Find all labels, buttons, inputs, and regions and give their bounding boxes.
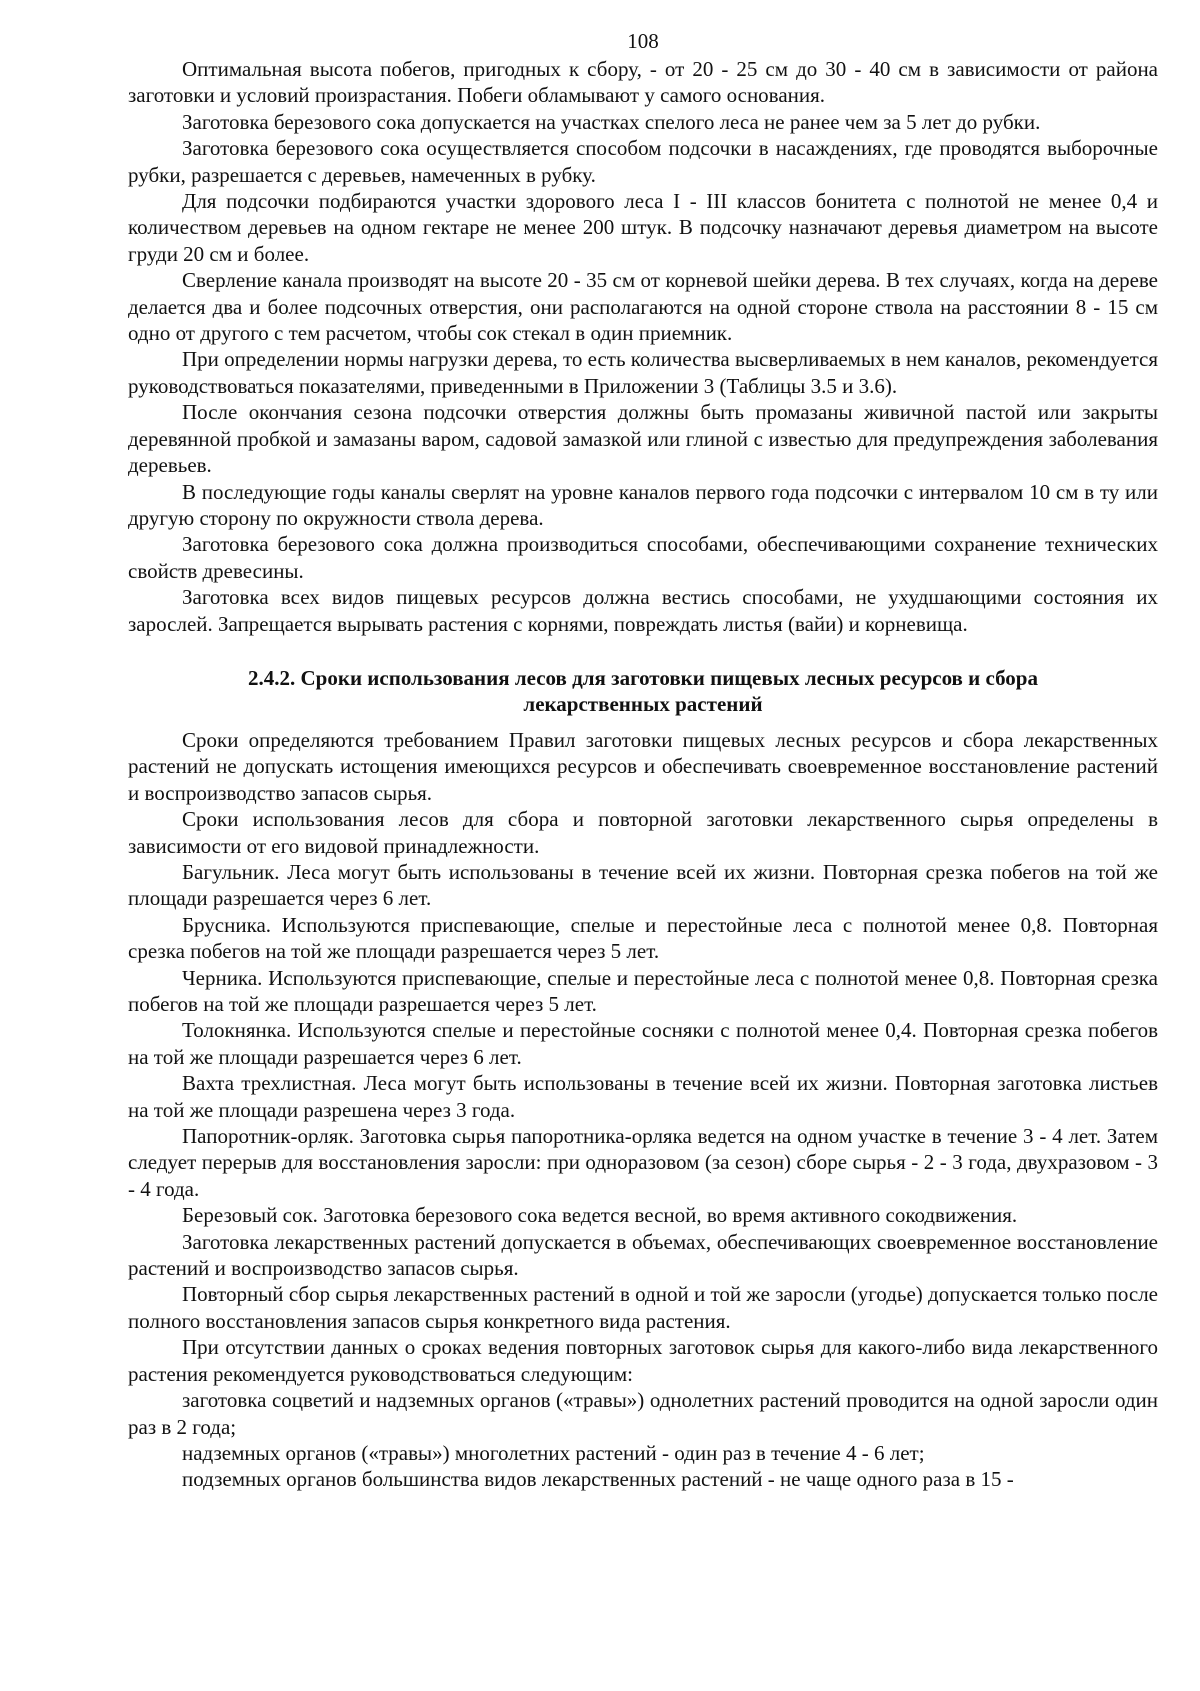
top-section: [128, 56, 1158, 637]
paragraph: Папоротник-орляк. Заготовка сырья папоротника-орляка ведется на одном участке в течение 3 - 4 лет. Затем следует перерыв для восстановления заросли: при одноразовом (за сезон) сборе сырья - 2 - 3 года, двухразовом - 3 - 4 года.: [128, 1124, 1158, 1201]
paragraph: Оптимальная высота побегов, пригодных к сбору, - от 20 - 25 см до 30 - 40 см в зависимости от района заготовки и условий произрастания. Побеги обламывают у самого основания.: [128, 57, 1158, 108]
paragraph: При отсутствии данных о сроках ведения повторных заготовок сырья для какого-либо вида лекарственного растения рекомендуется руководствоваться следующим:: [128, 1335, 1158, 1386]
document-page: [128, 28, 1158, 1493]
paragraph: Заготовка лекарственных растений допускается в объемах, обеспечивающих своевременное восстановление растений и воспроизводство запасов сырья.: [128, 1229, 1158, 1281]
paragraph: Березовый сок. Заготовка березового сока ведется весной, во время активного сокодвижения.: [182, 1203, 1018, 1228]
paragraph: заготовка соцветий и надземных органов («травы») однолетних растений проводится на одной заросли один раз в 2 года;: [128, 1388, 1158, 1439]
section-heading-line: лекарственных растений: [523, 691, 763, 716]
paragraph: Заготовка березового сока допускается на участках спелого леса не ранее чем за 5 лет до рубки.: [182, 109, 1041, 134]
section-heading: [128, 665, 1158, 717]
paragraph: Черника. Используются приспевающие, спелые и перестойные леса с полнотой менее 0,8. Повторная срезка побегов на той же площади разрешается через 5 лет.: [128, 965, 1158, 1016]
paragraph: Заготовка всех видов пищевых ресурсов должна вестись способами, не ухудшающими состояния их зарослей. Запрещается вырывать растения с корнями, повреждать листья (вайи) и корневища.: [128, 585, 1158, 636]
paragraph: Заготовка березового сока осуществляется способом подсочки в насаждениях, где проводятся выборочные рубки, разрешается с деревьев, намеченных в рубку.: [128, 136, 1158, 187]
paragraph: Багульник. Леса могут быть использованы в течение всей их жизни. Повторная срезка побегов на той же площади разрешается через 6 лет.: [128, 859, 1158, 911]
paragraph: Вахта трехлистная. Леса могут быть использованы в течение всей их жизни. Повторная заготовка листьев на той же площади разрешена через 3 года.: [128, 1071, 1158, 1122]
paragraph: После окончания сезона подсочки отверстия должны быть промазаны живичной пастой или закрыты деревянной пробкой и замазаны варом, садовой замазкой или глиной с известью для предупреждения заболевания деревьев.: [128, 400, 1158, 478]
paragraph: подземных органов большинства видов лекарственных растений - не чаще одного раза в 15 -: [182, 1467, 1014, 1492]
section-heading-line: 2.4.2. Сроки использования лесов для заготовки пищевых лесных ресурсов и сбора: [248, 665, 1038, 690]
paragraph: Брусника. Используются приспевающие, спелые и перестойные леса с полнотой менее 0,8. Повторная срезка побегов на той же площади разрешается через 5 лет.: [128, 912, 1158, 964]
paragraph: Сроки определяются требованием Правил заготовки пищевых лесных ресурсов и сбора лекарственных растений не допускать истощения имеющихся ресурсов и обеспечивать своевременное восстановление растений и воспроизводство запасов сырья.: [128, 727, 1158, 805]
paragraph: Повторный сбор сырья лекарственных растений в одной и той же заросли (угодье) допускается только после полного восстановления запасов сырья конкретного вида растения.: [128, 1282, 1158, 1333]
paragraph: Толокнянка. Используются спелые и перестойные сосняки с полнотой менее 0,4. Повторная срезка побегов на той же площади разрешается через 6 лет.: [128, 1018, 1158, 1069]
paragraph: Сверление канала производят на высоте 20 - 35 см от корневой шейки дерева. В тех случаях, когда на дереве делается два и более подсочных отверстия, они располагаются на одной стороне ствола на расстоянии 8 - 15 см одно от другого с тем расчетом, чтобы сок стекал в один приемник.: [128, 268, 1158, 346]
page-number: 108: [627, 29, 659, 53]
paragraph: Для подсочки подбираются участки здорового леса I - III классов бонитета с полнотой не менее 0,4 и количеством деревьев на одном гектаре не менее 200 штук. В подсочку назначают деревья диаметром на высоте груди 20 см и более.: [128, 189, 1158, 266]
paragraph: надземных органов («травы») многолетних растений - один раз в течение 4 - 6 лет;: [182, 1440, 925, 1465]
paragraph: Сроки использования лесов для сбора и повторной заготовки лекарственного сырья определены в зависимости от его видовой принадлежности.: [128, 807, 1158, 858]
section-gap: [128, 637, 1158, 665]
bottom-section: [128, 727, 1158, 1493]
paragraph: В последующие годы каналы сверлят на уровне каналов первого года подсочки с интервалом 10 см в ту или другую сторону по окружности ствола дерева.: [128, 479, 1158, 530]
paragraph: Заготовка березового сока должна производиться способами, обеспечивающими сохранение технических свойств древесины.: [128, 532, 1158, 583]
paragraph: При определении нормы нагрузки дерева, то есть количества высверливаемых в нем каналов, рекомендуется руководствоваться показателями, приведенными в Приложении 3 (Таблицы 3.5 и 3.6).: [128, 347, 1158, 398]
